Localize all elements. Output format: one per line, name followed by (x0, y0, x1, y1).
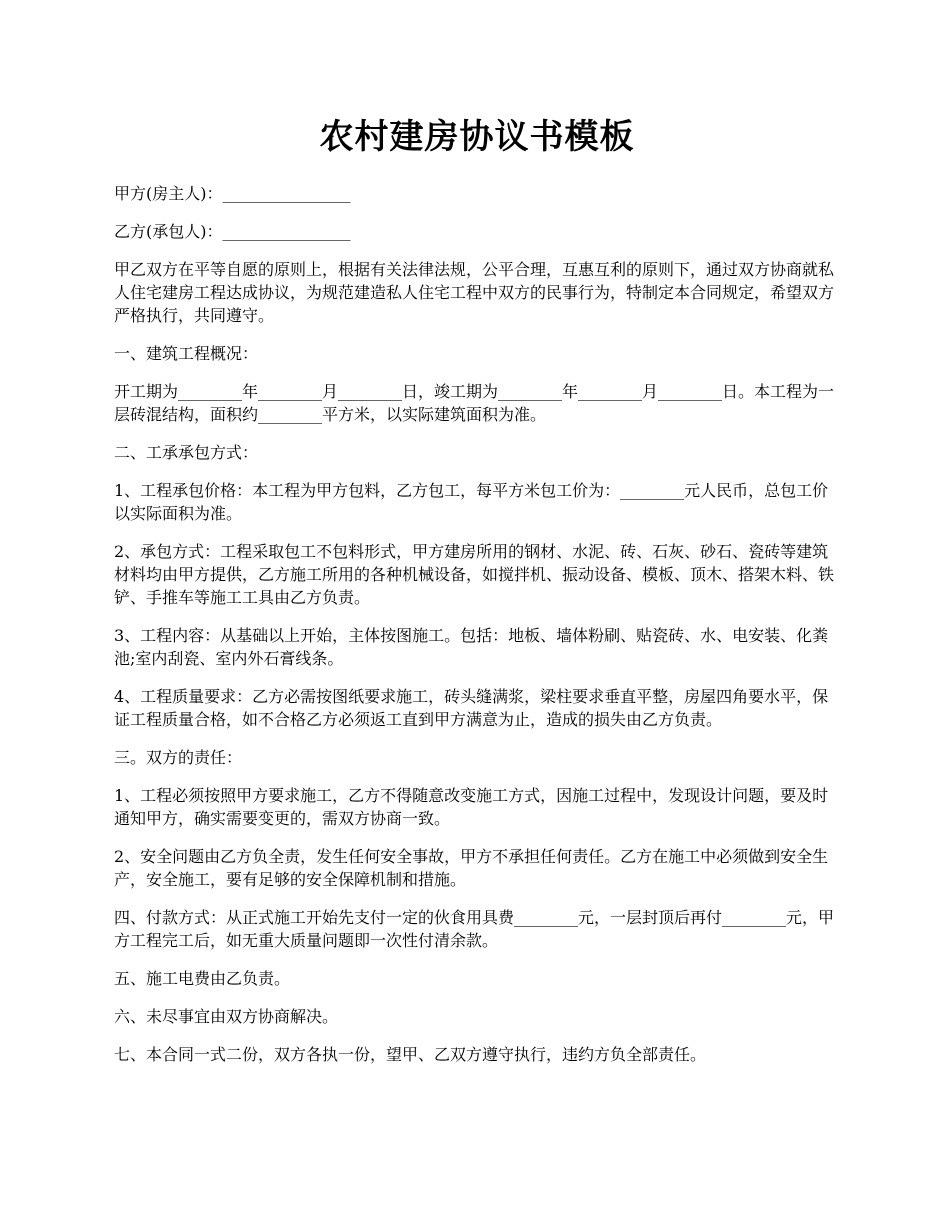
clause-electricity: 五、施工电费由乙负责。 (114, 969, 291, 988)
party-b-line: 乙方(承包人)：________________ (114, 222, 351, 241)
construction-period-paragraph: 开工期为________年________月________日，竣工期为________年________月________日。本工程为一层砖混结构，面积约________平方米，以实际建筑面积为准。 (114, 382, 835, 424)
section-heading-3: 三。双方的责任： (114, 748, 243, 767)
clause-responsibility-1: 1、工程必须按照甲方要求施工，乙方不得随意改变施工方式，因施工过程中，发现设计问题，要及时通知甲方，确实需要变更的，需双方协商一致。 (114, 786, 829, 828)
preamble-paragraph: 甲乙双方在平等自愿的原则上，根据有关法律法规，公平合理，互惠互利的原则下，通过双方协商就私人住宅建房工程达成协议，为规范建造私人住宅工程中双方的民事行为，特制定本合同规定，希望双方严格执行，共同遵守。 (114, 260, 835, 325)
clause-other-matters: 六、未尽事宜由双方协商解决。 (114, 1007, 339, 1026)
section-heading-1: 一、建筑工程概况： (114, 344, 259, 363)
clause-copies: 七、本合同一式二份，双方各执一份，望甲、乙双方遵守执行，违约方负全部责任。 (114, 1045, 707, 1064)
section-heading-2: 二、工承承包方式： (114, 443, 259, 462)
clause-responsibility-2: 2、安全问题由乙方负全责，发生任何安全事故，甲方不承担任何责任。乙方在施工中必须做到安全生产，安全施工，要有足够的安全保障机制和措施。 (114, 847, 829, 889)
party-a-line: 甲方(房主人)：________________ (114, 184, 351, 203)
title-spacer (114, 160, 840, 182)
clause-contract-mode: 2、承包方式：工程采取包工不包料形式，甲方建房所用的钢材、水泥、砖、石灰、砂石、瓷砖等建筑材料均由甲方提供，乙方施工所用的各种机械设备，如搅拌机、振动设备、模板、顶木、搭架木料、铁铲、手推车等施工工具由乙方负责。 (114, 542, 835, 607)
clause-payment: 四、付款方式：从正式施工开始先支付一定的伙食用具费________元，一层封顶后再付________元，甲方工程完工后，如无重大质量问题即一次性付清余款。 (114, 908, 835, 950)
document-title: 农村建房协议书模板 (319, 117, 635, 157)
clause-quality: 4、工程质量要求：乙方必需按图纸要求施工，砖头缝满浆，梁柱要求垂直平整，房屋四角要水平，保证工程质量合格，如不合格乙方必须返工直到甲方满意为止，造成的损失由乙方负责。 (114, 687, 829, 729)
clause-work-content: 3、工程内容：从基础以上开始，主体按图施工。包括：地板、墙体粉刷、贴瓷砖、水、电安装、化粪池;室内刮瓷、室内外石膏线条。 (114, 626, 829, 668)
clause-price: 1、工程承包价格：本工程为甲方包料，乙方包工，每平方米包工价为：________元人民币，总包工价以实际面积为准。 (114, 481, 829, 523)
